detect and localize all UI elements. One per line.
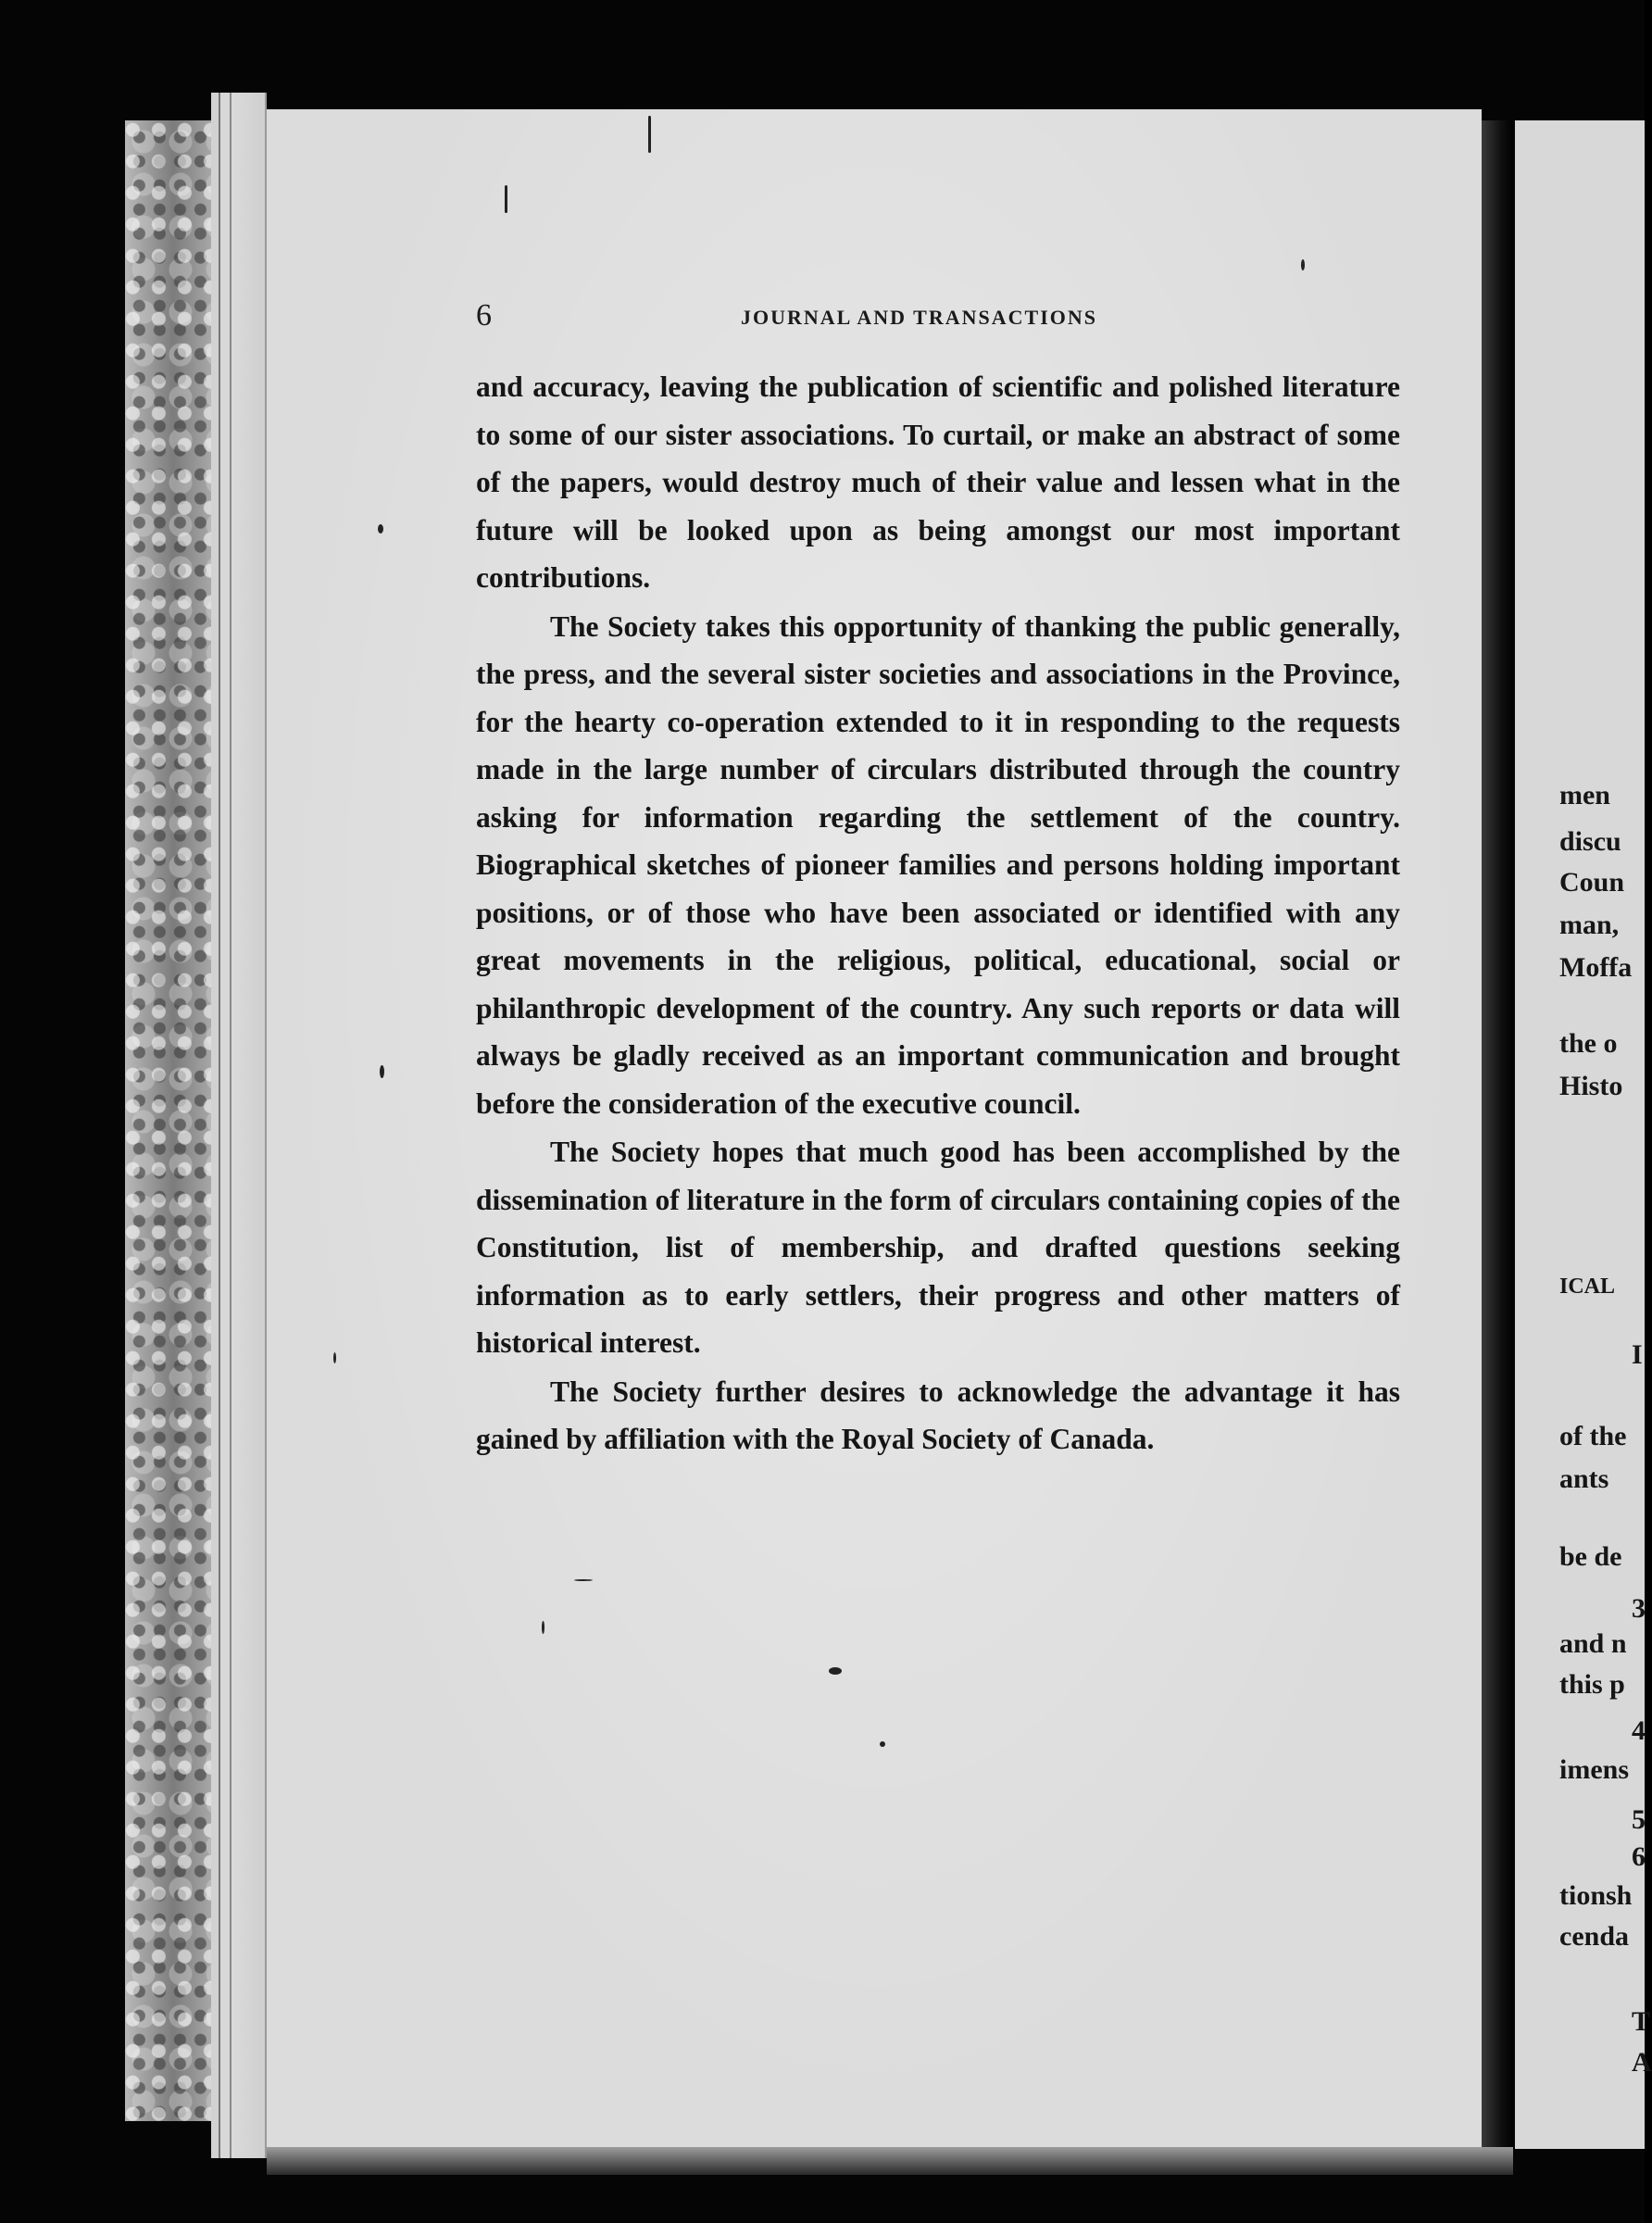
scan-speck xyxy=(1301,259,1305,270)
book-gutter xyxy=(1482,120,1513,2149)
facing-line: Moffa xyxy=(1559,952,1633,983)
facing-line: A xyxy=(1632,2047,1652,2078)
facing-line: of the xyxy=(1559,1421,1627,1451)
facing-line: men xyxy=(1559,780,1610,810)
page-body-text xyxy=(476,363,1400,1463)
paragraph: The Society further desires to acknowledge the advantage it has gained by affiliation with the Royal Society of Canada. xyxy=(476,1375,1400,1455)
facing-line: man, xyxy=(1559,910,1620,940)
facing-page-text xyxy=(1515,120,1652,2149)
cover-lace-pattern xyxy=(125,120,213,2121)
scan-speck xyxy=(829,1667,842,1675)
page-edge xyxy=(220,93,232,2158)
scan-speck xyxy=(378,524,383,534)
page-edge xyxy=(232,93,267,2158)
page-number: 6 xyxy=(476,298,492,333)
facing-line: 6 xyxy=(1632,1841,1646,1872)
facing-line: T xyxy=(1632,2006,1651,2037)
facing-line: discu xyxy=(1559,826,1621,857)
scan-speck xyxy=(505,185,507,213)
scan-speck xyxy=(880,1741,885,1747)
facing-line: imens xyxy=(1559,1754,1629,1785)
facing-line: ants xyxy=(1559,1463,1609,1494)
scan-speck xyxy=(380,1065,384,1078)
facing-line: this p xyxy=(1559,1669,1625,1700)
facing-line: Histo xyxy=(1559,1071,1623,1101)
facing-line: 3 xyxy=(1632,1593,1646,1624)
scan-speck xyxy=(574,1579,593,1581)
paragraph: and accuracy, leaving the publication of scientific and polished literature to some of our sister associations. To curtail, or make an abstract of some of the papers, would destroy much of their value and lessen what in the future will be looked upon as being amongst our most important contributions. xyxy=(476,370,1400,594)
facing-line: be de xyxy=(1559,1541,1622,1572)
facing-line: 5 xyxy=(1632,1804,1646,1835)
page-edge xyxy=(211,93,220,2158)
paragraph: The Society hopes that much good has been accomplished by the dissemination of literature in the form of circulars containing copies of the Constitution, list of membership, and drafted questions seeking information as to early settlers, their progress and other matters of historical interest. xyxy=(476,1136,1400,1359)
facing-line: ICAL xyxy=(1559,1275,1616,1299)
scan-speck xyxy=(333,1352,336,1363)
paragraph: The Society takes this opportunity of thanking the public generally, the press, and the several sister societies and associations in the Province, for the hearty co-operation extended to it in responding to the requests made in the large number of circulars distributed through the country asking for information regarding the settlement of the country. Biographical sketches of pioneer families and persons holding important positions, or of those who have been associated or identified with any great movements in the religious, political, educational, social or philanthropic development of the country. Any such reports or data will always be gladly received as an important communication and brought before the consideration of the executive council. xyxy=(476,609,1400,1120)
facing-line: Coun xyxy=(1559,867,1625,898)
facing-line: 4 xyxy=(1632,1715,1646,1746)
facing-line: and n xyxy=(1559,1628,1627,1659)
facing-line: cenda xyxy=(1559,1921,1629,1952)
scan-speck xyxy=(648,116,651,153)
facing-line: I xyxy=(1632,1339,1643,1370)
facing-line: tionsh xyxy=(1559,1880,1633,1911)
facing-page-fragment xyxy=(1515,120,1652,2149)
facing-line: the o xyxy=(1559,1028,1618,1059)
page-bottom-shadow xyxy=(267,2147,1513,2175)
scan-speck xyxy=(542,1621,544,1634)
running-title: JOURNAL AND TRANSACTIONS xyxy=(741,306,1097,329)
